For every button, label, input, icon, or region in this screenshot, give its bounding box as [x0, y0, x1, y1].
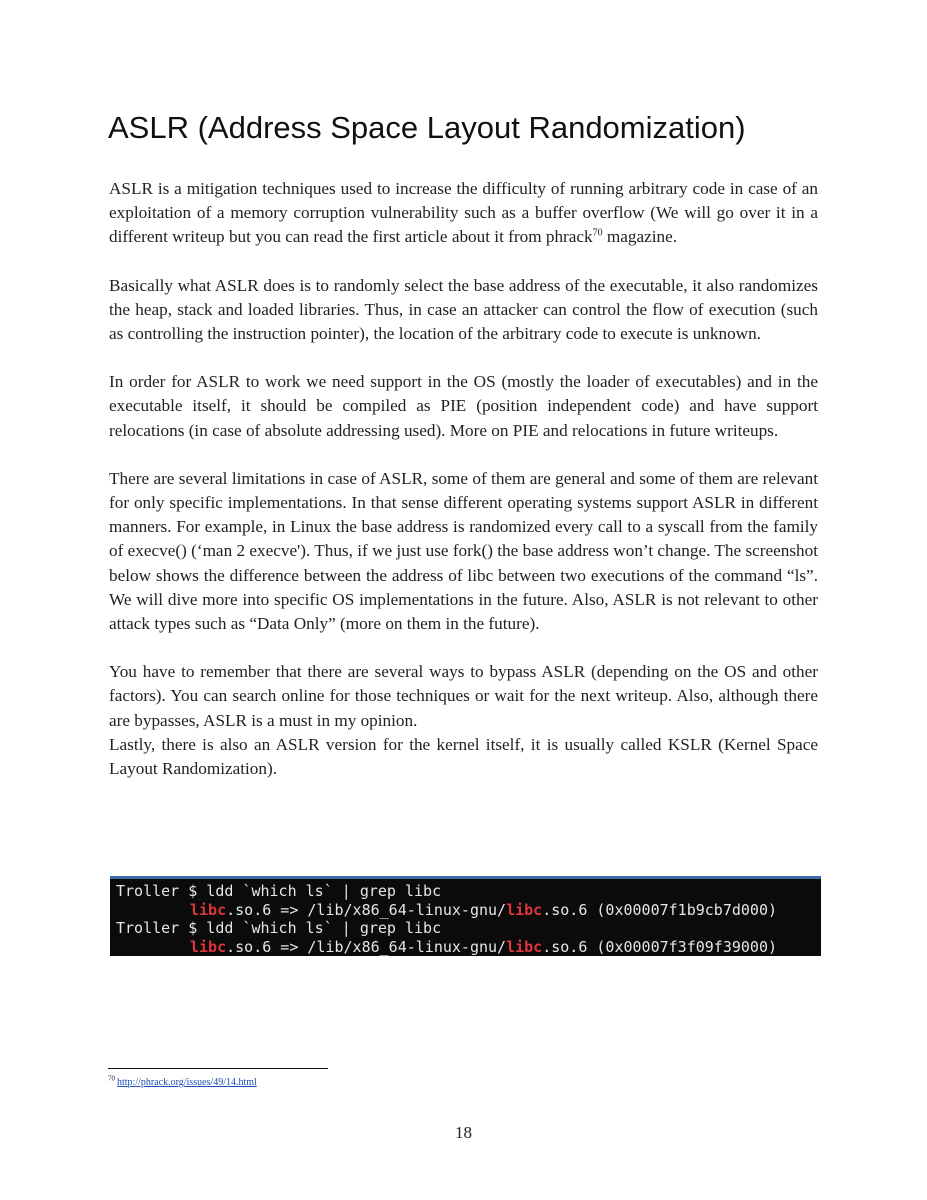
- terminal-output-text: .so.6 => /lib/x86_64-linux-gnu/: [226, 937, 507, 956]
- footnote-number: 70: [108, 1074, 115, 1083]
- paragraph-os-support: In order for ASLR to work we need support in the OS (mostly the loader of executables) and in the executable itself, it should be compiled as PIE (position independent code) and have support relocations (in case of absolute addressing used). More on PIE and relocations in future writeups.: [109, 372, 818, 440]
- terminal-output-address: .so.6 (0x00007f3f09f39000): [542, 937, 778, 956]
- terminal-output-line: [116, 938, 821, 957]
- terminal-output-text: .so.6 => /lib/x86_64-linux-gnu/: [226, 900, 507, 919]
- terminal-highlight: libc: [506, 900, 543, 919]
- terminal-output-address: .so.6 (0x00007f1b9cb7d000): [542, 900, 778, 919]
- footnote-link[interactable]: http://phrack.org/issues/49/14.html: [117, 1077, 257, 1088]
- terminal-highlight: libc: [190, 937, 227, 956]
- terminal-command-line: [116, 919, 821, 938]
- page-title: ASLR (Address Space Layout Randomization): [108, 110, 746, 145]
- terminal-highlight: libc: [506, 937, 543, 956]
- paragraph-limitations: There are several limitations in case of ASLR, some of them are general and some of them are relevant for only specific implementations. In that sense different operating systems support ASLR in different manners. For example, in Linux the base address is randomized every call to a syscall from the family of execve() (‘man 2 execve'). Thus, if we just use fork() the base address won’t change. The screenshot below shows the difference between the address of libc between two executions of the command “ls”. We will dive more into specific OS implementations in the future. Also, ASLR is not relevant to other attack types such as “Data Only” (more on them in the future).: [109, 468, 818, 634]
- paragraph-bypasses: You have to remember that there are several ways to bypass ASLR (depending on the OS and other factors). You can search online for those techniques or wait for the next writeup. Also, although there are bypasses, ASLR is a must in my opinion.: [109, 662, 818, 730]
- paragraph-how-aslr-works: Basically what ASLR does is to randomly select the base address of the executable, it also randomizes the heap, stack and loaded libraries. Thus, in case an attacker can control the flow of execution (such as controlling the instruction pointer), the location of the arbitrary code to execute is unknown.: [109, 275, 818, 344]
- terminal-command-line: [116, 882, 821, 901]
- terminal-command-text: Troller $ ldd `which ls` | grep libc: [116, 919, 442, 937]
- page-number: 18: [455, 1123, 472, 1142]
- terminal-highlight: libc: [190, 900, 227, 919]
- footnote-divider: [108, 1068, 328, 1069]
- paragraph-kslr: Lastly, there is also an ASLR version for the kernel itself, it is usually called KSLR (Kernel Space Layout Randomization).: [109, 734, 818, 779]
- footnote-reference[interactable]: 70: [592, 227, 603, 239]
- terminal-screenshot: [110, 876, 821, 956]
- footnote: [108, 1076, 257, 1090]
- body-text: [109, 177, 818, 805]
- paragraph-intro-end: magazine.: [602, 227, 678, 247]
- terminal-output-line: [116, 901, 821, 920]
- terminal-command-text: Troller $ ldd `which ls` | grep libc: [116, 882, 442, 900]
- paragraph-intro: [109, 177, 818, 250]
- paragraph-intro-text: ASLR is a mitigation techniques used to increase the difficulty of running arbitrary code in case of an exploitation of a memory corruption vulnerability such as a buffer overflow (We will go over it in a different writeup but you can read the first article about it from phrack: [109, 179, 818, 247]
